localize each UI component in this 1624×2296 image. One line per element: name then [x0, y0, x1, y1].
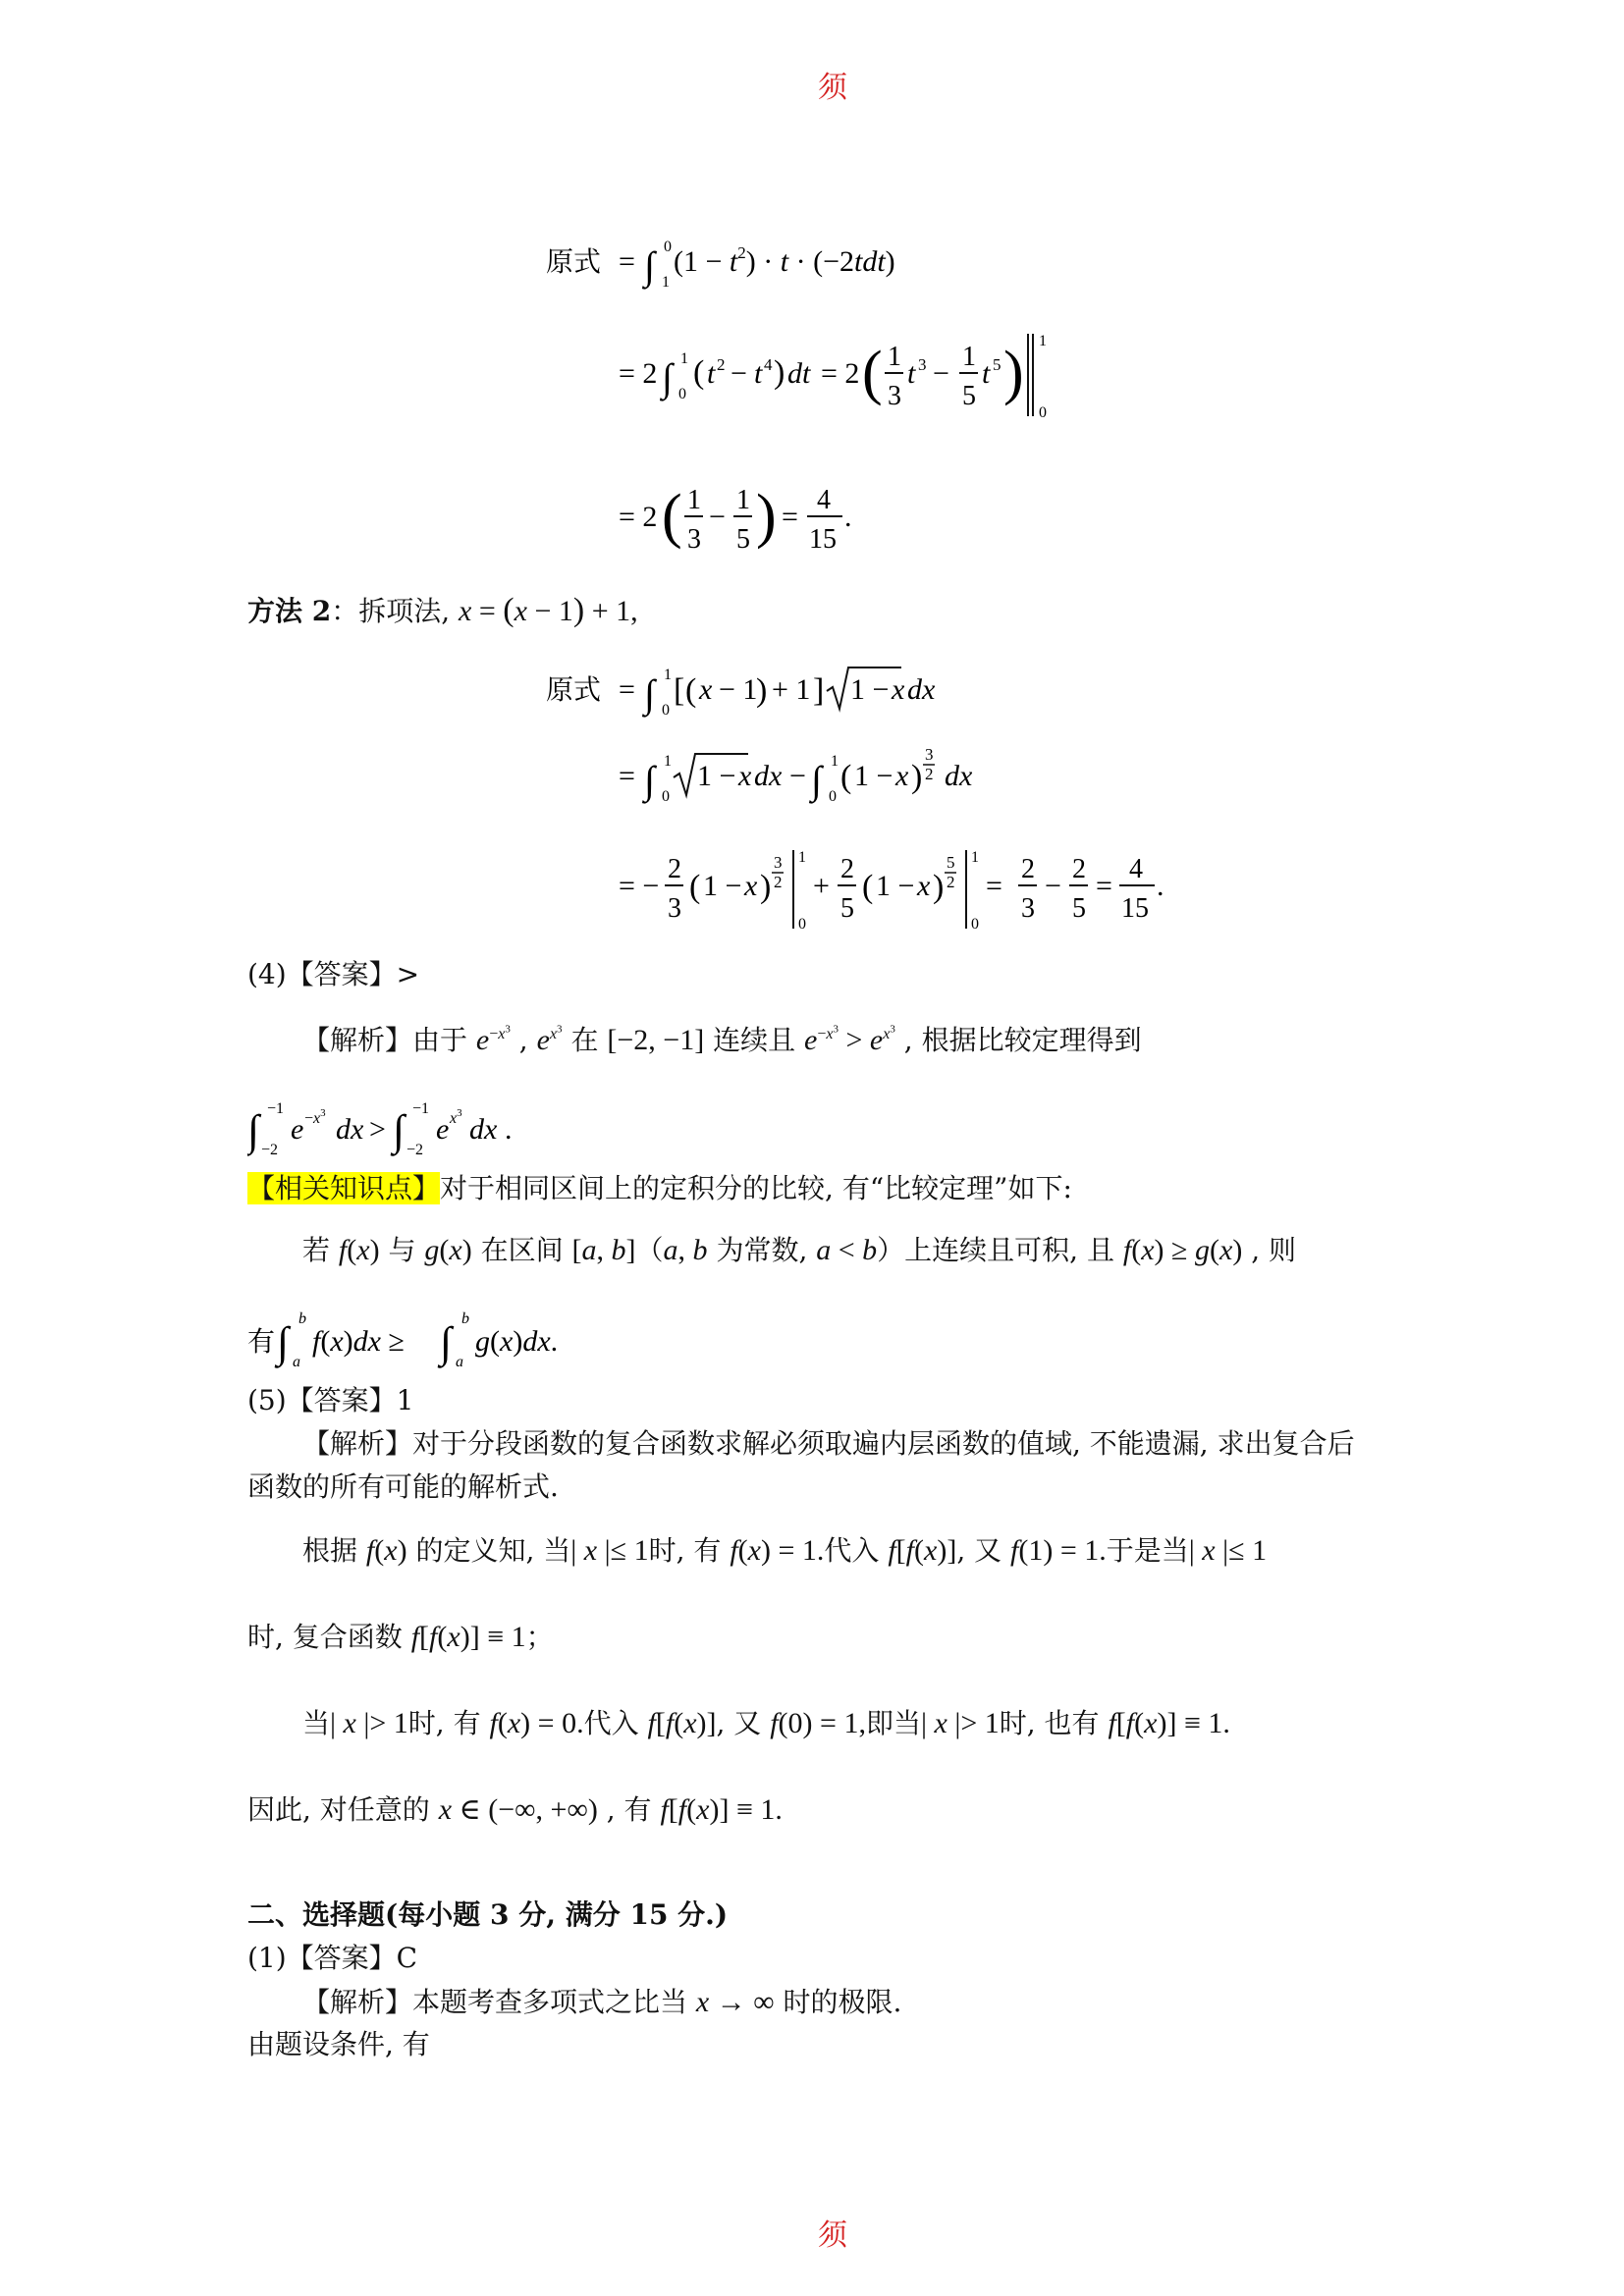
svg-text:原式: 原式	[546, 675, 602, 706]
header-mark: 须	[818, 71, 847, 105]
svg-text:=: =	[619, 673, 635, 706]
svg-text:(: (	[862, 340, 883, 406]
svg-text:= 2: = 2	[619, 357, 658, 390]
svg-text:2: 2	[668, 854, 681, 884]
q5-answer-line: (5)【答案】1	[247, 1384, 414, 1416]
svg-text:− 1: − 1	[719, 673, 758, 706]
svg-text:2: 2	[774, 873, 783, 891]
svg-text:3: 3	[888, 381, 901, 411]
q4-result	[247, 1095, 562, 1178]
svg-text:a: a	[456, 1354, 463, 1370]
svg-text:∫: ∫	[644, 758, 655, 802]
q5-analysis-line2: 函数的所有可能的解析式.	[247, 1470, 559, 1503]
svg-text:−: −	[731, 357, 747, 390]
svg-text:3: 3	[918, 355, 927, 374]
svg-text:2: 2	[717, 355, 726, 374]
svg-text:15: 15	[809, 524, 837, 555]
svg-text:0: 0	[664, 239, 672, 255]
method2-heading: 方法 2	[247, 595, 332, 627]
svg-text:0: 0	[798, 916, 806, 933]
svg-text:0: 0	[678, 386, 686, 402]
svg-text:x: x	[738, 760, 752, 792]
svg-text:−: −	[933, 357, 949, 390]
svg-text:5: 5	[993, 355, 1001, 374]
svg-text:5: 5	[947, 853, 955, 872]
svg-text:=: =	[782, 501, 798, 533]
svg-text:1: 1	[1039, 333, 1047, 349]
svg-text:=: =	[619, 760, 635, 792]
svg-text:3: 3	[687, 524, 701, 555]
svg-text:∫: ∫	[662, 355, 673, 400]
svg-text:=: =	[1096, 870, 1112, 902]
svg-text:t: t	[982, 357, 991, 390]
svg-text:e: e	[291, 1113, 304, 1146]
svg-text:dx: dx	[945, 760, 973, 792]
svg-text:): )	[933, 869, 945, 905]
svg-text:(: (	[689, 869, 701, 905]
svg-text:3: 3	[1021, 893, 1035, 924]
svg-text:−2: −2	[261, 1142, 279, 1158]
svg-text:原式: 原式	[546, 247, 602, 278]
svg-text:): )	[756, 672, 768, 709]
q4-analysis-line: 【解析】由于 $e^{-x^3}$ , $e^{x^3}$ 在 [−2, −1] 连续且 $e^{-x^3} > e^{x^3}$ , 根据比较定理得到	[302, 1023, 1142, 1056]
svg-text:e: e	[436, 1113, 450, 1146]
svg-text:x: x	[699, 673, 713, 706]
svg-text:∫: ∫	[440, 1318, 453, 1366]
svg-text:=: =	[619, 245, 635, 278]
svg-text:1 −: 1 −	[697, 760, 736, 792]
svg-text:): )	[774, 354, 785, 391]
svg-text:1: 1	[831, 753, 839, 770]
svg-text:1 −: 1 −	[703, 870, 742, 902]
svg-text:(: (	[685, 672, 697, 709]
svg-text:2: 2	[925, 765, 934, 783]
section2-heading: 二、选择题(每小题 3 分, 满分 15 分.)	[247, 1898, 729, 1931]
q5-line5: 当| x |> 1时, 有 f(x) = 0.代入 f[f(x)], 又 f(0) = 1,即当| x |> 1时, 也有 f[f(x)] ≡ 1.	[302, 1707, 1230, 1739]
svg-text:2: 2	[1021, 854, 1035, 884]
svg-text:∫: ∫	[393, 1106, 406, 1154]
knowledge-text: 对于相同区间上的定积分的比较, 有“比较定理”如下:	[440, 1172, 1072, 1204]
q4-theorem-result	[247, 1306, 660, 1388]
svg-text:1: 1	[798, 849, 806, 866]
q4-theorem-svg	[247, 1306, 660, 1384]
svg-text:1: 1	[687, 485, 701, 515]
svg-text:−: −	[789, 760, 806, 792]
svg-text:1: 1	[888, 342, 901, 372]
svg-text:): )	[756, 483, 777, 550]
svg-text:5: 5	[1072, 893, 1086, 924]
svg-text:−1: −1	[267, 1100, 285, 1117]
svg-text:3: 3	[925, 745, 934, 764]
svg-text:1: 1	[680, 350, 688, 367]
svg-text:1: 1	[664, 753, 672, 770]
svg-text:): )	[911, 759, 923, 795]
svg-text:b: b	[298, 1310, 306, 1327]
svg-text:∫: ∫	[644, 671, 655, 716]
svg-text:2: 2	[947, 873, 955, 891]
svg-text:]: ]	[813, 672, 825, 709]
svg-text:4: 4	[817, 485, 831, 515]
svg-text:x: x	[892, 673, 905, 706]
svg-text:有: 有	[247, 1327, 276, 1358]
q5-line6: 因此, 对任意的 x ∈ (−∞, +∞) , 有 f[f(x)] ≡ 1.	[247, 1793, 783, 1826]
svg-text:4: 4	[1129, 854, 1143, 884]
q5-line4: 时, 复合函数 f[f(x)] ≡ 1；	[247, 1621, 554, 1653]
svg-text:∫: ∫	[247, 1106, 260, 1154]
svg-text:∫: ∫	[277, 1318, 290, 1366]
svg-text:(: (	[840, 759, 852, 795]
svg-text:.: .	[505, 1113, 513, 1146]
svg-text:5: 5	[962, 381, 976, 411]
svg-text:b: b	[461, 1310, 469, 1327]
svg-text:5: 5	[736, 524, 750, 555]
svg-text:+: +	[813, 870, 830, 902]
svg-text:3: 3	[668, 893, 681, 924]
q5-analysis-line1: 【解析】对于分段函数的复合函数求解必须取遍内层函数的值域, 不能遗漏, 求出复合后	[302, 1427, 1355, 1460]
svg-text:0: 0	[971, 916, 979, 933]
svg-text:1 −: 1 −	[876, 870, 915, 902]
svg-text:t: t	[907, 357, 916, 390]
svg-text:dx: dx	[336, 1113, 364, 1146]
section2-q1-given: 由题设条件, 有	[247, 2028, 430, 2060]
svg-text:15: 15	[1121, 893, 1149, 924]
svg-text:>: >	[369, 1113, 386, 1146]
svg-text:dx: dx	[907, 673, 936, 706]
svg-text:0: 0	[829, 788, 837, 805]
svg-text:∫: ∫	[644, 243, 655, 288]
q4-result-svg	[247, 1095, 562, 1174]
svg-text:0: 0	[662, 788, 670, 805]
svg-text:(: (	[662, 483, 682, 550]
svg-text:dx: dx	[469, 1113, 498, 1146]
svg-text:x3: $x^3$	[450, 1107, 462, 1127]
svg-text:1 −: 1 −	[854, 760, 893, 792]
footer-mark: 须	[818, 2218, 847, 2253]
svg-text:−x3: $-x^3$	[304, 1107, 326, 1127]
svg-text:f(x)dx ≥: f(x)dx ≥	[312, 1325, 405, 1358]
method2-equations-svg	[546, 658, 1194, 952]
method1-equation-block	[546, 236, 1096, 573]
svg-text:0: 0	[662, 702, 670, 719]
svg-text:(1 − t2) · t · (−2tdt): $(1 - t^2) \cdot t \cdot (-2tdt)$	[674, 243, 895, 278]
knowledge-tag: 【相关知识点】	[247, 1172, 441, 1204]
q4-knowledge-line	[247, 1172, 1072, 1205]
svg-text:[: [	[674, 672, 685, 709]
method1-equations-svg	[546, 236, 1096, 569]
svg-text:): )	[760, 869, 772, 905]
svg-text:−: −	[709, 501, 726, 533]
svg-text:= −: = −	[619, 870, 660, 902]
q5-line3: 根据 f(x) 的定义知, 当| x |≤ 1时, 有 f(x) = 1.代入 f[f(x)], 又 f(1) = 1.于是当| x |≤ 1	[302, 1534, 1268, 1567]
svg-text:(: (	[862, 869, 874, 905]
svg-text:= 2: = 2	[619, 501, 658, 533]
svg-text:x: x	[895, 760, 909, 792]
svg-text:4: 4	[764, 355, 773, 374]
svg-text:1: 1	[971, 849, 979, 866]
svg-text:+ 1: + 1	[772, 673, 811, 706]
svg-text:x: x	[917, 870, 931, 902]
svg-text:=: =	[986, 870, 1002, 902]
q4-answer-line: (4)【答案】>	[247, 958, 420, 990]
svg-text:a: a	[293, 1354, 300, 1370]
svg-text:t: t	[754, 357, 763, 390]
section2-q1-analysis: 【解析】本题考查多项式之比当 x → ∞ 时的极限.	[302, 1986, 902, 2018]
svg-text:−2: −2	[406, 1142, 424, 1158]
svg-text:.: .	[1157, 870, 1164, 902]
section2-q1-answer: (1)【答案】C	[247, 1942, 418, 1974]
svg-text:1: 1	[736, 485, 750, 515]
svg-text:5: 5	[840, 893, 854, 924]
svg-text:g(x)dx.: g(x)dx.	[475, 1325, 559, 1358]
svg-text:): )	[1003, 340, 1024, 406]
svg-text:= 2: = 2	[821, 357, 860, 390]
svg-text:x: x	[744, 870, 758, 902]
svg-text:1: 1	[962, 342, 976, 372]
method2-intro: 方法 2：拆项法, x = (x − 1) + 1,	[247, 592, 638, 628]
method2-equation-block	[546, 658, 1194, 956]
svg-text:.: .	[844, 501, 852, 533]
svg-text:1: 1	[662, 274, 670, 291]
svg-text:dx: dx	[754, 760, 783, 792]
svg-text:1: 1	[664, 667, 672, 683]
q4-theorem-line: 若 f(x) 与 g(x) 在区间 [a, b]（a, b 为常数, a < b）上连续且可积, 且 f(x) ≥ g(x) , 则	[302, 1234, 1297, 1266]
svg-text:−: −	[1045, 870, 1061, 902]
svg-text:∫: ∫	[811, 758, 822, 802]
svg-text:0: 0	[1039, 404, 1047, 421]
svg-text:2: 2	[1072, 854, 1086, 884]
svg-text:1 −: 1 −	[850, 673, 890, 706]
svg-text:(: (	[693, 354, 705, 391]
svg-text:t: t	[707, 357, 716, 390]
svg-text:dt: dt	[787, 357, 811, 390]
svg-text:3: 3	[774, 853, 783, 872]
svg-text:2: 2	[840, 854, 854, 884]
svg-text:−1: −1	[412, 1100, 430, 1117]
